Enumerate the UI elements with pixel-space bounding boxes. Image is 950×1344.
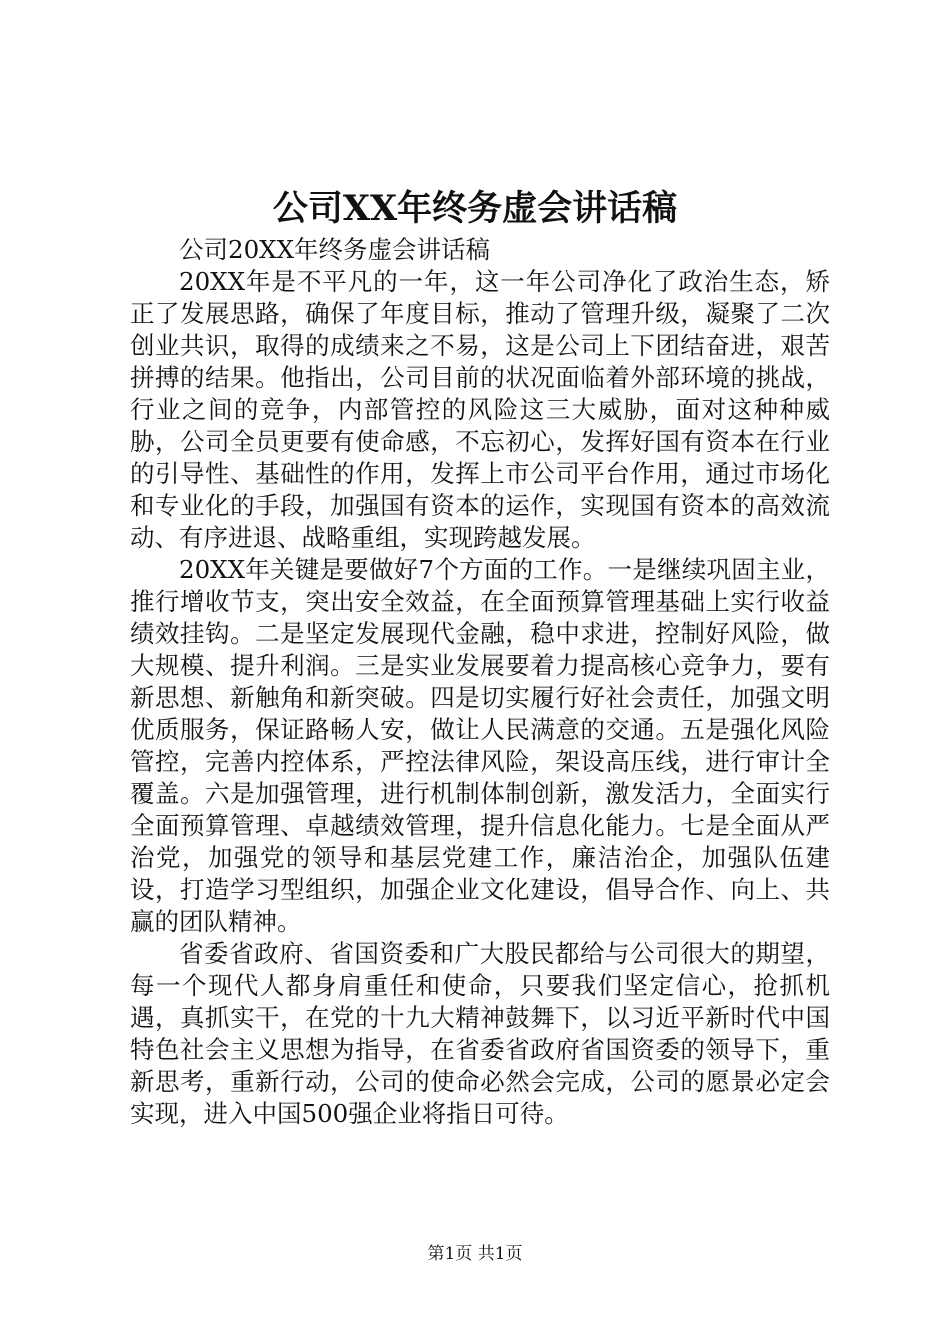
paragraph-subtitle: 公司20XX年终务虚会讲话稿: [179, 235, 491, 264]
paragraph-outlook: 省委省政府、省国资委和广大股民都给与公司很大的期望，每一个现代人都身肩重任和使命，只要我们坚定信心，抢抓机遇，真抓实干，在党的十九大精神鼓舞下，以习近平新时代中国特色社会主义思想为指导，在省委省政府省国资委的领导下，重新思考，重新行动，公司的使命必然会完成，公司的愿景必定会实现，进入中国500强企业将指日可待。: [130, 939, 830, 1128]
document-title: 公司XX年终务虚会讲话稿: [272, 188, 678, 229]
paragraph-tasks: 20XX年关键是要做好7个方面的工作。一是继续巩固主业，推行增收节支，突出安全效益，在全面预算管理基础上实行收益绩效挂钩。二是坚定发展现代金融，稳中求进，控制好风险，做大规模、提升利润。三是实业发展要着力提高核心竞争力，要有新思想、新触角和新突破。四是切实履行好社会责任，加强文明优质服务，保证路畅人安，做让人民满意的交通。五是强化风险管控，完善内控体系，严控法律风险，架设高压线，进行审计全覆盖。六是加强管理，进行机制体制创新，激发活力，全面实行全面预算管理、卓越绩效管理，提升信息化能力。七是全面从严治党，加强党的领导和基层党建工作，廉洁治企，加强队伍建设，打造学习型组织，加强企业文化建设，倡导合作、向上、共赢的团队精神。: [130, 555, 830, 936]
paragraph-review: 20XX年是不平凡的一年，这一年公司净化了政治生态，矫正了发展思路，确保了年度目标，推动了管理升级，凝聚了二次创业共识，取得的成绩来之不易，这是公司上下团结奋进，艰苦拼搏的结果。他指出，公司目前的状况面临着外部环境的挑战，行业之间的竞争，内部管控的风险这三大威胁，面对这种种威胁，公司全员更要有使命感，不忘初心，发挥好国有资本在行业的引导性、基础性的作用，发挥上市公司平台作用，通过市场化和专业化的手段，加强国有资本的运作，实现国有资本的高效流动、有序进退、战略重组，实现跨越发展。: [130, 267, 830, 552]
page-number-footer: 第1页 共1页: [427, 1244, 523, 1264]
document-body: [130, 234, 830, 1130]
